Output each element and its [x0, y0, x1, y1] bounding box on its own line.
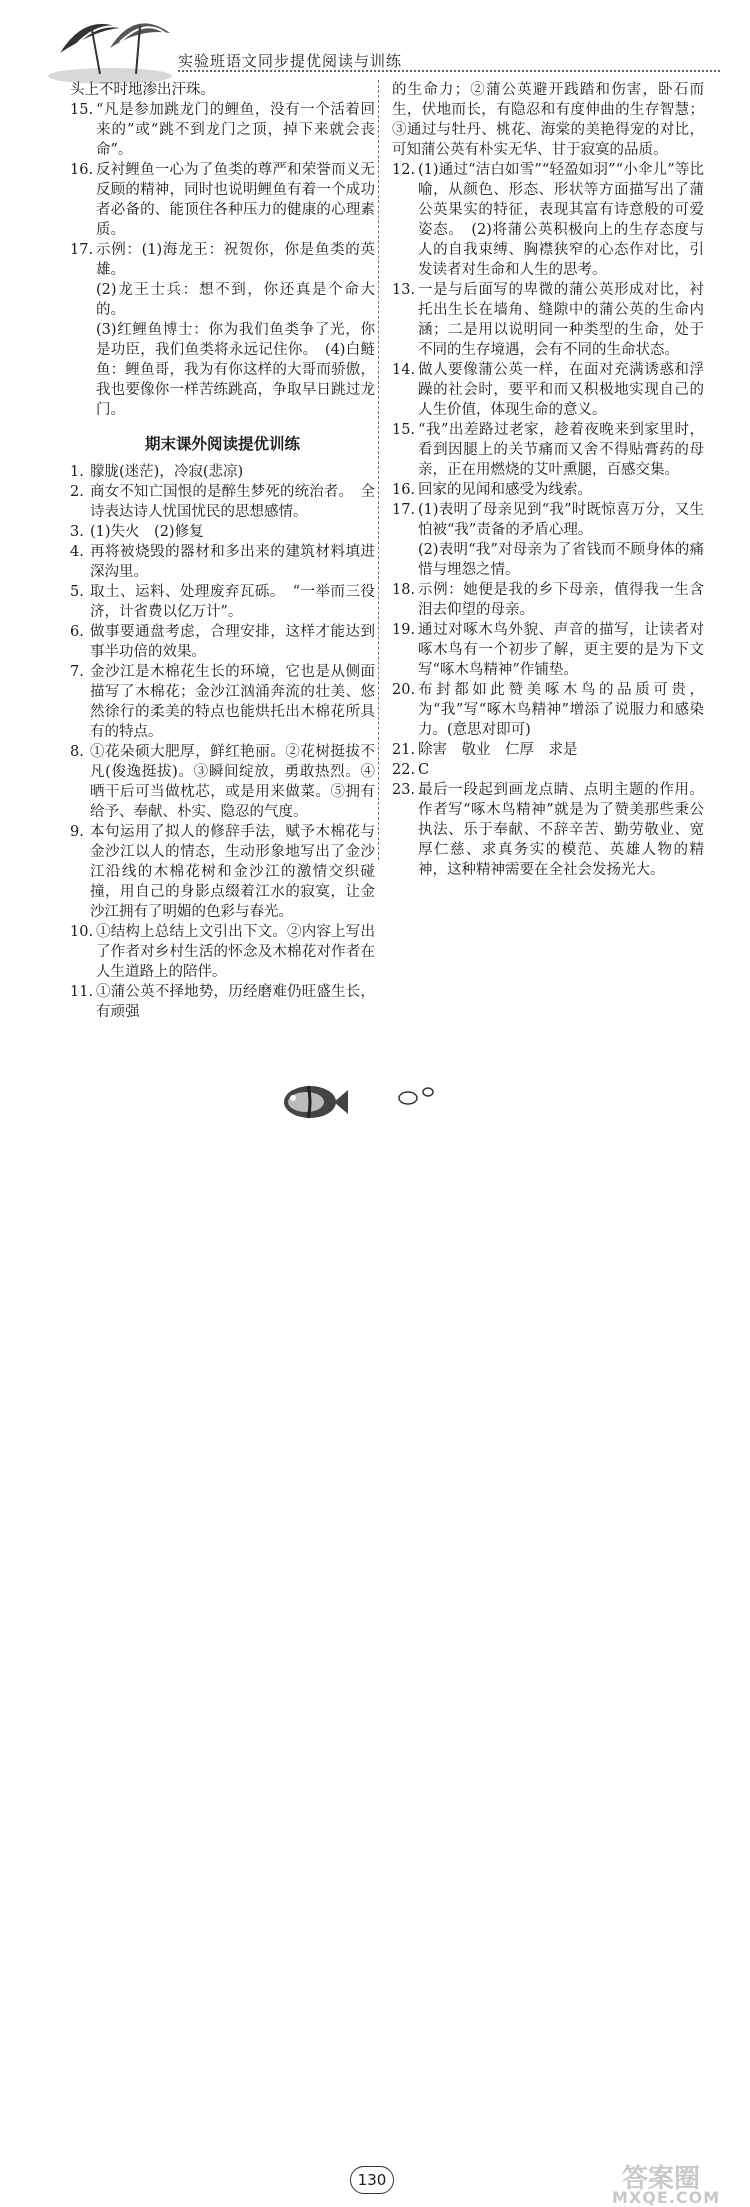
answer-text: 示例：她便是我的乡下母亲，值得我一生含泪去仰望的母亲。: [418, 582, 704, 618]
answer-text: 头上不时地渗出汗珠。: [70, 82, 215, 98]
answers-continued: [70, 80, 375, 420]
column-divider: [378, 80, 379, 860]
answer-text: (1)表明了母亲见到“我”时既惊喜万分，又生怕被“我”责备的矛盾心理。: [418, 502, 704, 538]
answer-text: 布封都如此赞美啄木鸟的品质可贵，为“我”写“啄木鸟精神”增添了说服力和感染力。(意思对即可): [418, 682, 704, 738]
answer-item: [392, 280, 704, 360]
final-reading-answers-continued: [392, 80, 704, 880]
final-reading-answers: [70, 462, 375, 1022]
answer-item: [392, 360, 704, 420]
answer-item: [392, 680, 704, 740]
answer-text: 示例：(1)海龙王：祝贺你，你是鱼类的英雄。: [96, 242, 375, 278]
answer-text: 最后一段起到画龙点睛、点明主题的作用。作者写“啄木鸟精神”就是为了赞美那些秉公执法、乐于奉献、不辞辛苦、勤劳敬业、宽厚仁慈、求真务实的模范、英雄人物的精神，这种精神需要在全社会发扬光大。: [418, 782, 704, 878]
answer-text: 的生命力；②蒲公英避开践踏和伤害，卧石而生，伏地而长，有隐忍和有度伸曲的生存智慧；③通过与牡丹、桃花、海棠的美艳得宠的对比，可知蒲公英有朴实无华、甘于寂寞的品质。: [392, 82, 704, 158]
watermark-url: MXQE.COM: [612, 2188, 721, 2207]
answer-number: 17.: [392, 502, 416, 518]
answer-text: “我”出差路过老家，趁着夜晚来到家里时，看到因腿上的关节痛而又舍不得贴膏药的母亲，正在用燃烧的艾叶熏腿，百感交集。: [418, 422, 704, 478]
bubbles-icon: [396, 1084, 446, 1108]
answer-item: [70, 982, 375, 1022]
answer-text: 回家的见闻和感受为线索。: [418, 482, 592, 498]
answer-text: 反衬鲤鱼一心为了鱼类的尊严和荣誉而义无反顾的精神，同时也说明鲤鱼有着一个成功者必备的、能顶住各种压力的健康的心理素质。: [96, 162, 375, 238]
answer-item: [70, 742, 375, 822]
answer-item: [392, 740, 704, 760]
answer-item: [70, 522, 375, 542]
answer-text: (1)失火 (2)修复: [90, 524, 204, 540]
answer-item: [70, 662, 375, 742]
answer-text: (3)红鲤鱼博士：你为我们鱼类争了光，你是功臣，我们鱼类将永远记住你。 (4)白鲢鱼：鲤鱼哥，我为有你这样的大哥而骄傲，我也要像你一样苦练跳高，争取早日跳过龙门。: [96, 322, 375, 418]
answer-text: “凡是参加跳龙门的鲤鱼，没有一个活着回来的”或“跳不到龙门之顶，掉下来就会丧命”。: [96, 102, 375, 158]
answer-text: 一是与后面写的卑微的蒲公英形成对比，衬托出生长在墙角、缝隙中的蒲公英的生命内涵；二是用以说明同一种类型的生命，处于不同的生存境遇，会有不同的生命状态。: [418, 282, 704, 358]
answer-number: 5.: [70, 584, 84, 600]
answer-text: ①花朵硕大肥厚，鲜红艳丽。②花树挺拔不凡(俊逸挺拔)。③瞬间绽放，勇敢热烈。④晒干后可当做枕芯，或是用来做菜。⑤拥有给予、奉献、朴实、隐忍的气度。: [90, 744, 375, 820]
answer-number: 16.: [70, 162, 94, 178]
answer-number: 14.: [392, 362, 416, 378]
answer-item: [70, 160, 375, 240]
answer-text: 通过对啄木鸟外貌、声音的描写，让读者对啄木鸟有一个初步了解，更主要的是为下文写“啄木鸟精神”作铺垫。: [418, 622, 704, 678]
answer-text: ①蒲公英不择地势，历经磨难仍旺盛生长，有顽强: [96, 984, 375, 1020]
answer-text: (2)龙王士兵：想不到，你还真是个命大的。: [96, 282, 375, 318]
answer-number: 18.: [392, 582, 416, 598]
answer-item: [70, 462, 375, 482]
answer-number: 9.: [70, 824, 84, 840]
answer-item: [70, 822, 375, 922]
answer-item: [392, 160, 704, 280]
answer-number: 2.: [70, 484, 84, 500]
answer-text: 取土、运料、处理废弃瓦砾。 “一举而三役济，计省费以亿万计”。: [90, 584, 375, 620]
page-footer: [0, 1080, 750, 2207]
answer-item: [70, 482, 375, 522]
answer-item: [392, 780, 704, 880]
answer-text: 商女不知亡国恨的是醉生梦死的统治者。 全诗表达诗人忧国忧民的思想感情。: [90, 484, 375, 520]
answer-number: 6.: [70, 624, 84, 640]
answer-number: 4.: [70, 544, 84, 560]
right-column: [392, 80, 704, 880]
watermark-logo: 答案圈: [622, 2164, 701, 2194]
answer-number: [392, 540, 418, 580]
answer-number: 15.: [70, 102, 94, 118]
answer-number: 15.: [392, 422, 416, 438]
answer-number: 19.: [392, 622, 416, 638]
answer-text: 本句运用了拟人的修辞手法，赋予木棉花与金沙江以人的情态，生动形象地写出了金沙江沿线的木棉花树和金沙江的激情交织碰撞，用自己的身影点缀着江水的寂寞，让金沙江拥有了明媚的色彩与春光。: [90, 824, 375, 920]
answer-item: [392, 540, 704, 580]
answer-text: 做事要通盘考虑，合理安排，这样才能达到事半功倍的效果。: [90, 624, 375, 660]
answer-item: [70, 80, 375, 100]
answer-number: 7.: [70, 664, 84, 680]
answer-text: 朦胧(迷茫)，冷寂(悲凉): [90, 464, 244, 480]
answer-number: 12.: [392, 162, 416, 178]
answer-item: [392, 420, 704, 480]
answer-text: 再将被烧毁的器材和多出来的建筑材料填进深沟里。: [90, 544, 375, 580]
answer-text: 除害 敬业 仁厚 求是: [418, 742, 578, 758]
answer-item: [70, 100, 375, 160]
answer-item: [70, 320, 375, 420]
answer-item: [392, 760, 704, 780]
answer-number: 1.: [70, 464, 84, 480]
book-title: 实验班语文同步提优阅读与训练: [178, 52, 403, 70]
answer-number: 20.: [392, 682, 416, 698]
header-divider: [178, 70, 720, 72]
left-column: [70, 80, 375, 1022]
answer-text: C: [418, 762, 430, 778]
beach-umbrella-logo: [40, 8, 180, 88]
answer-item: [70, 622, 375, 662]
answer-text: 金沙江是木棉花生长的环境，它也是从侧面描写了木棉花；金沙江汹涌奔流的壮美、悠然徐行的柔美的特点也能烘托出木棉花所具有的特点。: [90, 664, 375, 740]
answer-number: 21.: [392, 742, 416, 758]
answer-number: 11.: [70, 984, 94, 1000]
answer-number: 8.: [70, 744, 84, 760]
page-number: 130: [350, 2166, 394, 2194]
answer-item: [70, 240, 375, 280]
answer-number: 17.: [70, 242, 94, 258]
answer-item: [392, 580, 704, 620]
answer-number: 3.: [70, 524, 84, 540]
answer-number: 16.: [392, 482, 416, 498]
answer-number: 23.: [392, 782, 416, 798]
answer-text: ①结构上总结上文引出下文。②内容上写出了作者对乡村生活的怀念及木棉花对作者在人生道路上的陪伴。: [96, 924, 375, 980]
answer-item: [392, 480, 704, 500]
answer-item: [392, 80, 704, 160]
answer-number: 22.: [392, 762, 416, 778]
answer-item: [70, 582, 375, 622]
answer-text: 做人要像蒲公英一样，在面对充满诱惑和浮躁的社会时，要平和而又积极地实现自己的人生价值，体现生命的意义。: [418, 362, 704, 418]
answer-item: [392, 500, 704, 540]
section-title: 期末课外阅读提优训练: [144, 435, 300, 453]
answer-item: [70, 542, 375, 582]
answer-item: [70, 922, 375, 982]
answer-number: [70, 280, 96, 320]
answer-number: 13.: [392, 282, 416, 298]
answer-text: (1)通过“洁白如雪”“轻盈如羽”“小伞儿”等比喻，从颜色、形态、形状等方面描写出了蒲公英果实的特征，表现其富有诗意般的可爱姿态。 (2)将蒲公英积极向上的生存态度与人的自我束缚、胸襟狭窄的心态作对比，引发读者对生命和人生的思考。: [418, 162, 704, 278]
answer-item: [392, 620, 704, 680]
answer-number: 10.: [70, 924, 94, 940]
fish-icon: [278, 1080, 348, 1122]
answer-number: [70, 320, 96, 420]
answer-text: (2)表明“我”对母亲为了省钱而不顾身体的痛惜与埋怨之情。: [418, 542, 704, 578]
answer-item: [70, 280, 375, 320]
